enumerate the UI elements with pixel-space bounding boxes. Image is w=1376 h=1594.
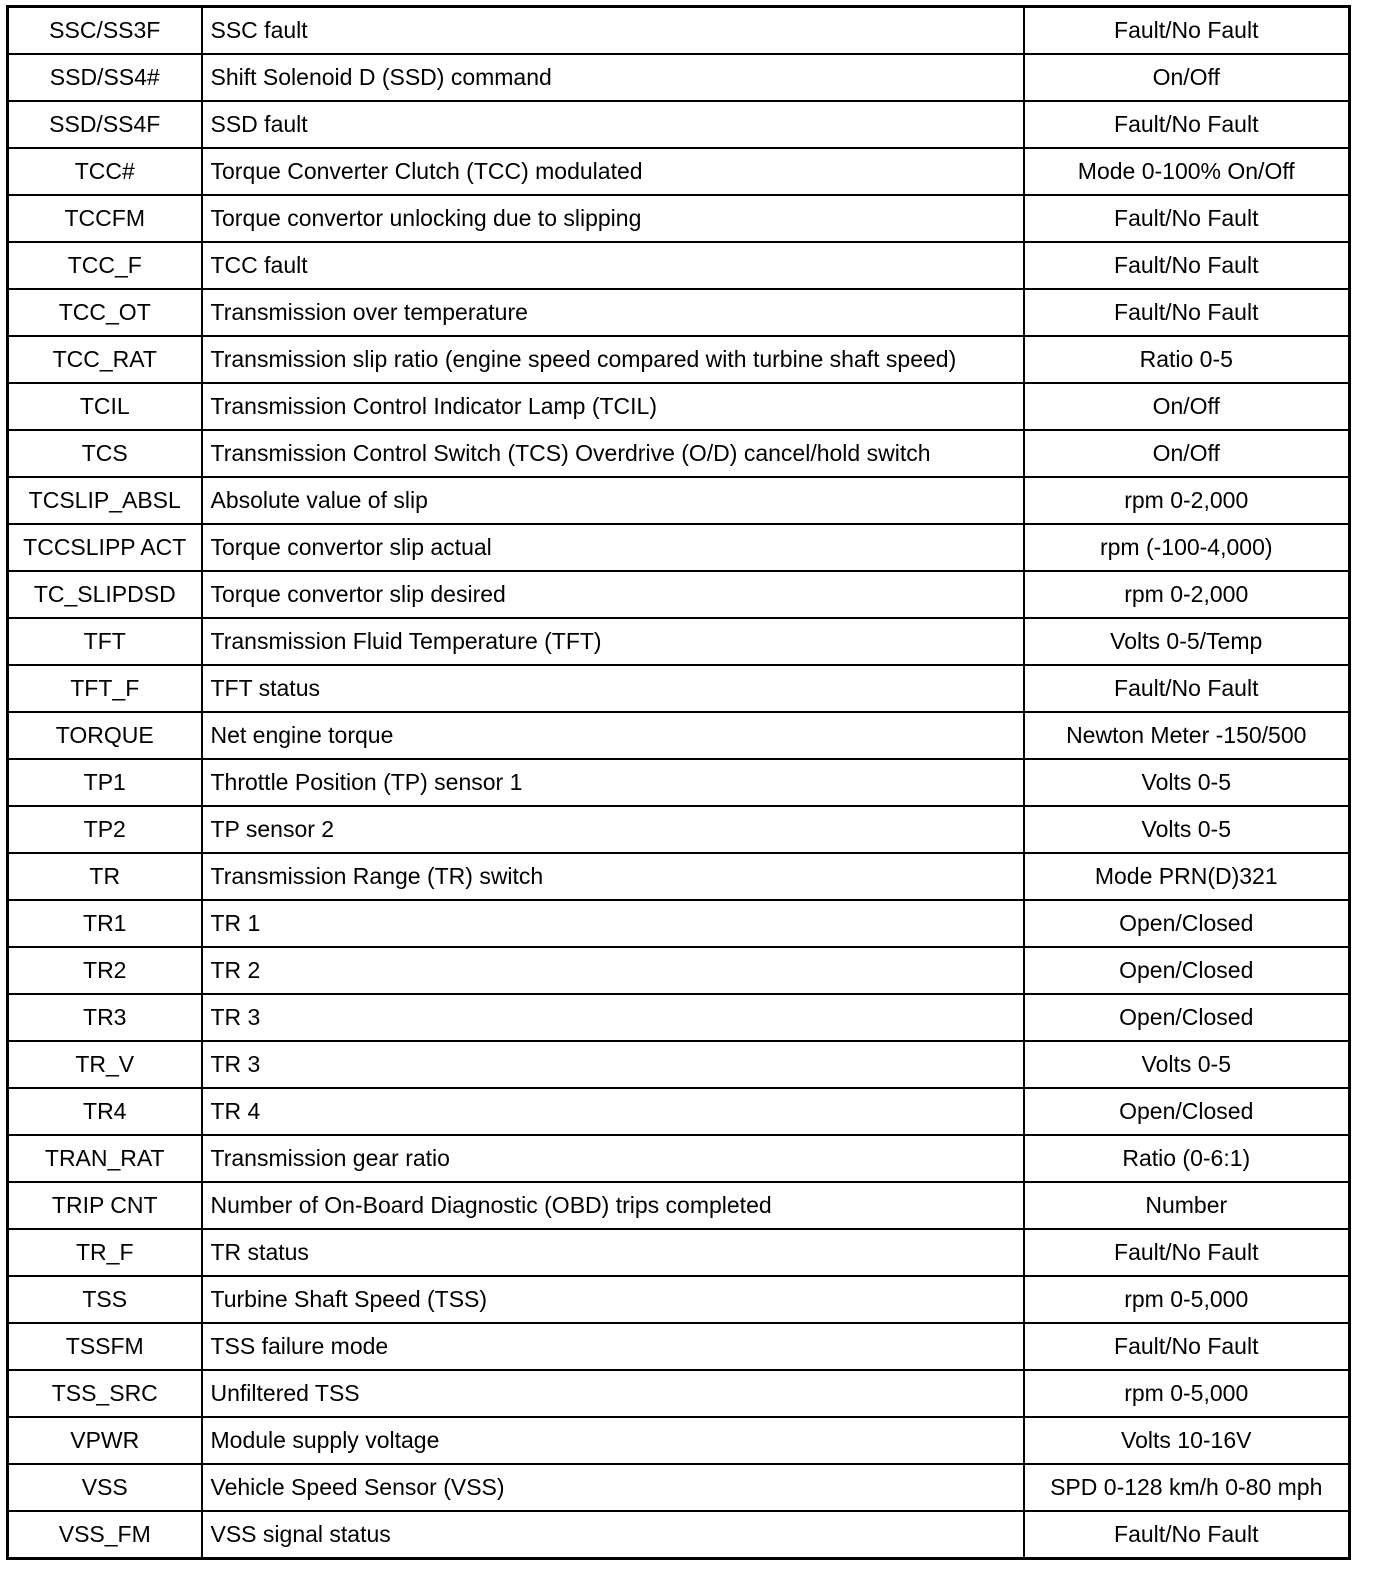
table-row [8,1182,1350,1229]
pid-cell: TCIL [8,383,202,430]
description-cell: TR status [202,1229,1024,1276]
table-row [8,336,1350,383]
range-cell: Mode PRN(D)321 [1024,853,1350,900]
table-row [8,618,1350,665]
table-row [8,759,1350,806]
description-cell: Torque Converter Clutch (TCC) modulated [202,148,1024,195]
description-cell: Torque convertor slip actual [202,524,1024,571]
range-cell: Mode 0-100% On/Off [1024,148,1350,195]
table-row [8,195,1350,242]
description-cell: Throttle Position (TP) sensor 1 [202,759,1024,806]
table-row [8,900,1350,947]
range-cell: On/Off [1024,383,1350,430]
pid-cell: TRIP CNT [8,1182,202,1229]
description-cell: Turbine Shaft Speed (TSS) [202,1276,1024,1323]
table-row [8,1041,1350,1088]
description-cell: Absolute value of slip [202,477,1024,524]
pid-cell: VPWR [8,1417,202,1464]
range-cell: Fault/No Fault [1024,289,1350,336]
range-cell: Fault/No Fault [1024,1229,1350,1276]
range-cell: On/Off [1024,430,1350,477]
description-cell: TFT status [202,665,1024,712]
range-cell: Volts 10-16V [1024,1417,1350,1464]
range-cell: Fault/No Fault [1024,1323,1350,1370]
table-row [8,947,1350,994]
pid-cell: TR_F [8,1229,202,1276]
pid-cell: TCCSLIPP ACT [8,524,202,571]
range-cell: Number [1024,1182,1350,1229]
pid-cell: TCS [8,430,202,477]
range-cell: Fault/No Fault [1024,242,1350,289]
pid-cell: VSS_FM [8,1511,202,1559]
pid-cell: TCCFM [8,195,202,242]
pid-cell: SSD/SS4F [8,101,202,148]
pid-cell: TSS [8,1276,202,1323]
table-row [8,853,1350,900]
pid-cell: TCC_RAT [8,336,202,383]
description-cell: TR 3 [202,1041,1024,1088]
table-row [8,54,1350,101]
pid-cell: TR [8,853,202,900]
range-cell: rpm (-100-4,000) [1024,524,1350,571]
range-cell: Fault/No Fault [1024,101,1350,148]
range-cell: Fault/No Fault [1024,195,1350,242]
range-cell: SPD 0-128 km/h 0-80 mph [1024,1464,1350,1511]
pid-cell: TP1 [8,759,202,806]
description-cell: Torque convertor unlocking due to slipping [202,195,1024,242]
description-cell: TR 4 [202,1088,1024,1135]
table-row [8,242,1350,289]
table-row [8,1417,1350,1464]
range-cell: Volts 0-5/Temp [1024,618,1350,665]
description-cell: VSS signal status [202,1511,1024,1559]
description-cell: Module supply voltage [202,1417,1024,1464]
pid-cell: TR1 [8,900,202,947]
description-cell: TP sensor 2 [202,806,1024,853]
range-cell: Open/Closed [1024,900,1350,947]
table-row [8,7,1350,55]
description-cell: SSC fault [202,7,1024,55]
range-cell: Open/Closed [1024,947,1350,994]
range-cell: Fault/No Fault [1024,7,1350,55]
table-row [8,148,1350,195]
pid-cell: TR4 [8,1088,202,1135]
table-row [8,806,1350,853]
range-cell: Fault/No Fault [1024,665,1350,712]
description-cell: Transmission slip ratio (engine speed compared with turbine shaft speed) [202,336,1024,383]
pid-table-body [8,7,1350,1559]
table-row [8,477,1350,524]
pid-cell: TSS_SRC [8,1370,202,1417]
pid-cell: VSS [8,1464,202,1511]
description-cell: Vehicle Speed Sensor (VSS) [202,1464,1024,1511]
description-cell: Transmission Control Switch (TCS) Overdrive (O/D) cancel/hold switch [202,430,1024,477]
description-cell: Net engine torque [202,712,1024,759]
description-cell: Unfiltered TSS [202,1370,1024,1417]
pid-cell: TCC_F [8,242,202,289]
range-cell: Ratio 0-5 [1024,336,1350,383]
table-row [8,1276,1350,1323]
description-cell: Shift Solenoid D (SSD) command [202,54,1024,101]
description-cell: Number of On-Board Diagnostic (OBD) trips completed [202,1182,1024,1229]
range-cell: Volts 0-5 [1024,806,1350,853]
pid-cell: TC_SLIPDSD [8,571,202,618]
range-cell: rpm 0-2,000 [1024,477,1350,524]
range-cell: Ratio (0-6:1) [1024,1135,1350,1182]
pid-cell: TP2 [8,806,202,853]
description-cell: TR 1 [202,900,1024,947]
range-cell: Open/Closed [1024,1088,1350,1135]
pid-cell: TR_V [8,1041,202,1088]
table-row [8,383,1350,430]
range-cell: Open/Closed [1024,994,1350,1041]
description-cell: TR 2 [202,947,1024,994]
range-cell: rpm 0-2,000 [1024,571,1350,618]
table-row [8,1511,1350,1559]
table-row [8,994,1350,1041]
pid-table [6,5,1351,1560]
description-cell: Transmission over temperature [202,289,1024,336]
table-row [8,101,1350,148]
table-row [8,1370,1350,1417]
pid-cell: SSD/SS4# [8,54,202,101]
description-cell: Transmission Fluid Temperature (TFT) [202,618,1024,665]
pid-cell: TCC_OT [8,289,202,336]
description-cell: SSD fault [202,101,1024,148]
description-cell: TCC fault [202,242,1024,289]
table-row [8,571,1350,618]
table-row [8,712,1350,759]
table-row [8,1464,1350,1511]
range-cell: Fault/No Fault [1024,1511,1350,1559]
pid-cell: TFT [8,618,202,665]
description-cell: Transmission gear ratio [202,1135,1024,1182]
pid-cell: TR3 [8,994,202,1041]
description-cell: Torque convertor slip desired [202,571,1024,618]
pid-cell: TCSLIP_ABSL [8,477,202,524]
table-row [8,1135,1350,1182]
pid-cell: TORQUE [8,712,202,759]
pid-cell: TFT_F [8,665,202,712]
table-row [8,430,1350,477]
pid-cell: TSSFM [8,1323,202,1370]
range-cell: Newton Meter -150/500 [1024,712,1350,759]
range-cell: rpm 0-5,000 [1024,1370,1350,1417]
pid-cell: TRAN_RAT [8,1135,202,1182]
range-cell: Volts 0-5 [1024,1041,1350,1088]
range-cell: On/Off [1024,54,1350,101]
description-cell: TR 3 [202,994,1024,1041]
table-row [8,665,1350,712]
description-cell: Transmission Range (TR) switch [202,853,1024,900]
table-row [8,289,1350,336]
table-row [8,1088,1350,1135]
pid-cell: TCC# [8,148,202,195]
range-cell: rpm 0-5,000 [1024,1276,1350,1323]
range-cell: Volts 0-5 [1024,759,1350,806]
pid-cell: TR2 [8,947,202,994]
table-row [8,1323,1350,1370]
table-row [8,524,1350,571]
description-cell: TSS failure mode [202,1323,1024,1370]
pid-cell: SSC/SS3F [8,7,202,55]
description-cell: Transmission Control Indicator Lamp (TCIL) [202,383,1024,430]
table-row [8,1229,1350,1276]
